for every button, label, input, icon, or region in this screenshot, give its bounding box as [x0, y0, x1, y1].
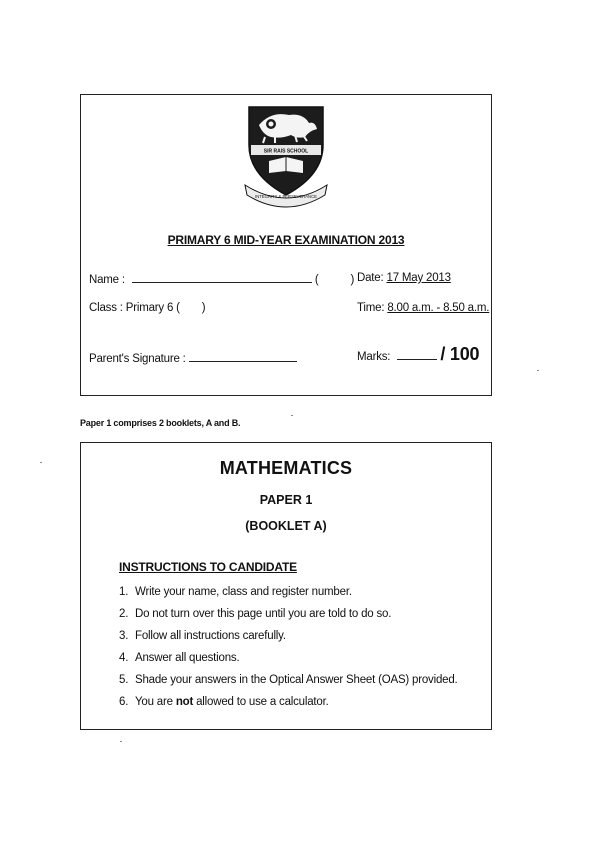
scan-speck [291, 415, 293, 416]
date-field [357, 272, 451, 284]
scan-speck [40, 462, 42, 463]
booklet-label: (BOOKLET A) [245, 519, 327, 533]
booklet-cover-box [80, 442, 492, 730]
crest-banner-top: SIR RAIS SCHOOL [263, 148, 309, 155]
instructions-list [119, 581, 458, 713]
time-label: Time: [357, 302, 385, 314]
marks-field [357, 344, 479, 365]
instruction-item: 6. You are not allowed to use a calculator. [119, 696, 329, 708]
marks-total: / 100 [440, 344, 480, 364]
school-crest-logo [241, 101, 331, 209]
scan-speck [537, 370, 539, 371]
name-field [89, 272, 354, 286]
scan-speck [120, 741, 122, 742]
marks-label: Marks: [357, 351, 391, 363]
instruction-item: 4. Answer all questions. [119, 652, 240, 664]
marks-blank [397, 349, 437, 360]
paper-note: Paper 1 comprises 2 booklets, A and B. [80, 418, 241, 428]
name-label: Name : [89, 274, 125, 286]
name-paren-open: ( [314, 274, 319, 286]
instruction-item: 2. Do not turn over this page until you are told to do so. [119, 608, 392, 620]
instruction-item: 1. Write your name, class and register number. [119, 586, 352, 598]
emphasis-not: not [175, 696, 194, 708]
paper-label: PAPER 1 [259, 493, 313, 507]
date-label: Date: [357, 272, 384, 284]
instructions-heading: INSTRUCTIONS TO CANDIDATE [119, 560, 297, 574]
time-field [357, 302, 489, 314]
name-paren-close: ) [350, 274, 355, 286]
class-field [89, 302, 205, 314]
instruction-item: 5. Shade your answers in the Optical Answer Sheet (OAS) provided. [119, 674, 458, 686]
class-paren-close: ) [201, 302, 206, 314]
crest-banner-bottom: INTEGRITY & PERSEVERANCE [255, 194, 317, 199]
subject-title: MATHEMATICS [219, 458, 353, 478]
date-value: 17 May 2013 [386, 272, 451, 284]
signature-label: Parent's Signature : [89, 353, 186, 365]
instruction-item: 3. Follow all instructions carefully. [119, 630, 286, 642]
signature-blank [189, 351, 297, 362]
class-label: Class : Primary 6 ( [89, 302, 180, 314]
time-value: 8.00 a.m. - 8.50 a.m. [387, 302, 490, 314]
name-blank [132, 272, 312, 283]
exam-title: PRIMARY 6 MID-YEAR EXAMINATION 2013 [167, 233, 405, 247]
exam-header-box [80, 94, 492, 396]
signature-field [89, 351, 297, 365]
